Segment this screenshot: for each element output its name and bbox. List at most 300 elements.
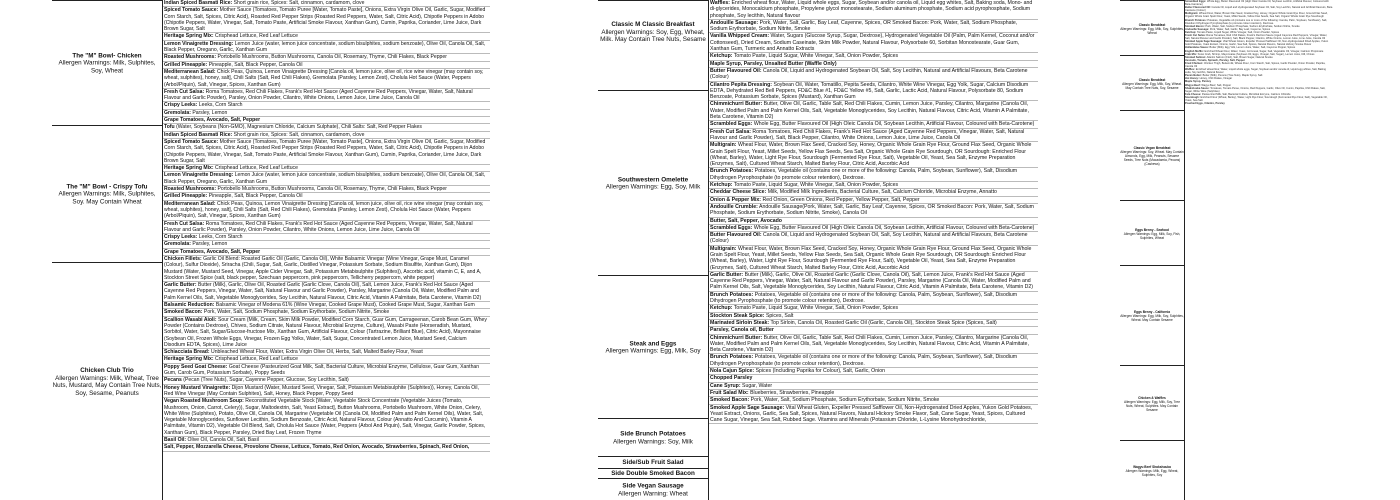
ingredient-text: Unbleached Wheat Flour, Water, Extra Virgin Olive Oil, Herbs, Salt, Malted Barley Flour, Yeast: [211, 349, 423, 356]
ingredient-text: Snow Crab, Shrimp, Mayonnaise (Soybean Oil, Eggs, Vinegar, Salt, Sugar), Lemon Juice, Dill, Chives: [1197, 52, 1315, 56]
ingredient-line: [708, 168, 1038, 182]
ingredient-label: Brunch Potatoes:: [1185, 18, 1207, 22]
ingredient-text: Canola Oil, Liquid and Hydrogenated Soybean Oil, Salt, Soy Lecithin, Natural and Artificial Flavours, Beta Carotene (Colour): [710, 232, 1028, 245]
ingredient-label: Smoked Apple Sage Sausage:: [1185, 40, 1223, 44]
ingredient-text: Enriched wheat flour, Water, Liquid whole eggs, Sugar, Soybean and/or canola oil, Liquid egg whites, Salt, Baking soda, Mono- and di-glycerides, Monocalcium phosphate, Propylene glycol monostearate, Sodium aluminum phosphate, Sodium acid pyrophosphate, Sodium phosphate, Soy lecithin, Natural flavour: [710, 0, 1033, 19]
ingredient-text: Tomato Paste, Liquid Sugar, White Vinegar, Salt, Onion Powder, Spices: [733, 305, 899, 312]
ingredient-text: Enriched wheat flour, Water, Liquid whole eggs, Sugar, Soybean and/or canola oil, Liquid egg whites, Salt, Baking soda, Soy lecithin, Natural flavour: [1185, 68, 1326, 75]
ingredient-line: [708, 101, 1038, 121]
ingredient-line: [162, 172, 490, 186]
ingredient-line: [708, 61, 1038, 68]
ingredient-label: Smoked Bacon:: [710, 397, 750, 404]
ingredient-label: Fresh Cut Salsa:: [164, 88, 205, 95]
ingredient-text: Potatoes, Vegetable oil (contains one or more of the following: Canola, Palm, Soybean, Sunflower), Salt, Disodium Dihydrogen Pyrophosphate (to promote colour retention), Dextrose.: [710, 354, 1018, 367]
ingredient-label: Cilantro Pepita Dressing:: [710, 81, 772, 88]
ingredient-label: Cane Syrup:: [710, 382, 741, 389]
right-item-names: [1120, 0, 1184, 500]
ingredient-line: [708, 292, 1038, 306]
ingredient-text: Milk, Modified Milk Ingredients, Bacterial Culture, Salt, Calcium Chloride, Microbial Enzyme, Annatto: [767, 189, 997, 196]
ingredient-label: Stockton Steak Spice:: [710, 312, 765, 319]
ingredient-text: Dijon Mustard (Water, Mustard Seed, Vinegar, Salt, Potassium Metabisulphite (Sulphites)), Honey, Canola Oil, Red Wine Vinegar (May Contain Sulphites), Salt, Honey, Black Pepper, Poppy Seed: [164, 384, 479, 397]
ingredient-line: [162, 62, 490, 69]
ingredient-label: Avocado, Tomato, Spinach, Parsley, Salt, Pepper: [1185, 58, 1245, 62]
ingredient-line: [162, 110, 490, 117]
ingredient-line: [708, 129, 1038, 143]
ingredient-text: Roma Tomatoes, Red Chili Flakes, Frank's Red Hot Sauce (Aged Cayenne Red Peppers, Vinegar, Water, Salt, Natural Flavour and Garlic Powder), Parsley, Onion Powder, Cilantro, White Onions, Lemon Juice, Lime Juice, Canola Oil: [164, 220, 473, 233]
ingredient-text: (Water, Soybeans (Non-GMO), Magnesium Chloride, Calcium Sulphate), Chili Salts: Salt, Red Pepper Flakes: [176, 124, 422, 131]
ingredient-text: Mother Sauce (Tomatoes, Tomato Puree [Water, Tomato Paste], Onions, Extra Virgin Olive Oil, Garlic, Sugar, Modified Corn Starch, Salt, Spices, Citric Acid), Roasted Red Pepper Strips (Roasted Red Peppers, Water, Salt, Citric Acid), Chipotle Peppers in Adobo (Chipotle Peppers, Water, Vinegar, Salt, Tomato Paste, Artificial Smoke Flavour, Xanthan Gum), Cumin, Paprika, Coriander, Lime Juice, Dark Brown Sugar, Salt: [164, 138, 486, 164]
ingredient-label: Ketchup:: [1185, 30, 1197, 34]
ingredient-line: [162, 377, 490, 384]
ingredient-line: [162, 385, 490, 399]
allergen-warning: Allergen Warnings: Milk, Sulphites, Soy, Wheat: [58, 59, 156, 75]
ingredient-line: [708, 405, 1038, 425]
menu-item-name: [598, 482, 708, 497]
ingredient-label: Grape Tomatoes, Avocado, Salt, Pepper: [164, 248, 261, 255]
ingredient-label: Lemon Vinaigrette Dressing:: [164, 172, 234, 179]
ingredient-line: [708, 272, 1038, 292]
left-item-names: [52, 0, 162, 500]
item-title: Classic M Classic Breakfast: [611, 21, 695, 28]
item-block: [1120, 440, 1184, 500]
ingredient-text: Whole Egg, Butter Flavoured Oil (High Oleic Canola Oil, Soybean Lecithin, Artificial Flavour, Coloured with Beta-Carotene): [753, 224, 1035, 231]
column-divider: [162, 0, 163, 500]
menu-item-name: [52, 183, 162, 206]
ingredient-label: Fried Chicken:: [1185, 61, 1204, 65]
ingredient-label: Roasted Mushrooms:: [164, 186, 217, 193]
ingredient-label: Balsamic Reduction:: [164, 302, 215, 309]
allergen-warning: Allergen Warnings: Milk, Wheat, Tree Nuts, Mustard, May Contain Tree Nuts, Soy, Sesame, Peanuts: [52, 374, 162, 397]
item-title: Chicken & Waffles: [1138, 395, 1166, 400]
ingredient-text: Butter (Milk), Garlic, Olive Oil, Roasted Garlic (Garlic Clove, Canola Oil), Salt, Lemon Juice, Frank's Red Hot Sauce (Aged Cayenne Red Peppers, Vinegar, Water, Salt, Natural Flavour and Garlic Powder), Parsley, Margarine (Canola Oil, Water, Modified Palm and Palm Kernel Oils, Salt, Vegetable Monoglycerides, Soy Lecithin, Natural Flavour, Citric Acid, Vitamin A Palmitate, Beta Carotene, Vitamin D2): [710, 271, 1034, 291]
ingredient-text: Butter (Milk), Egg Yolk, Lemon Juice, Water, Salt, Cayenne Pepper, Spices: [1209, 46, 1296, 50]
ingredient-text: Tomato Paste, Liquid Sugar, White Vinegar, Salt, Onion Powder, Spices: [1196, 30, 1280, 34]
ingredient-text: Mother Sauce (Tomatoes, Tomato Puree [Water, Tomato Paste], Onions, Extra Virgin Olive Oil, Garlic, Sugar, Modified Corn Starch, Salt, Spices, Citric Acid), Roasted Red Pepper Strips (Roasted Red Peppers, Water, Salt, Citric Acid), Chipotle Peppers in Adobo (Chipotle Peppers, Water, Vinegar, Salt, Tomato Paste, Artificial Smoke Flavour, Xanthan Gum), Cumin, Paprika, Coriander, Lime Juice, Dark Brown Sugar, Salt: [164, 7, 486, 33]
item-block: [1120, 265, 1184, 366]
allergen-warning: Allergen Warnings: Egg, Milk, Soy, Tree Nuts, Wheat, Sulphites. May Contain Sesame: [1124, 399, 1180, 412]
ingredient-label: Scrambled Eggs:: [710, 224, 753, 231]
menu-item-name: [1120, 146, 1184, 166]
ingredient-label: Brunch Potatoes:: [710, 291, 754, 298]
ingredient-line: [708, 218, 1038, 225]
item-block: [52, 262, 162, 500]
item-title: Classic Breakfast: [1138, 77, 1166, 82]
ingredient-text: Pork, Water, Salt, Sodium Phosphate, Sodium Erythorbate, Sodium Nitrite, Smoke: [203, 309, 390, 316]
ingredient-line: [162, 102, 490, 109]
item-block: [598, 478, 708, 500]
ingredient-text: Pineapple, Salt, Black Pepper, Canola Oil: [208, 193, 303, 200]
ingredient-line: [162, 54, 490, 61]
ingredient-label: Andouille Sausage:: [1185, 27, 1210, 31]
ingredient-line: [708, 142, 1038, 168]
ingredient-text: Canola Oil, Liquid and Hydrogenated Soybean Oil, Salt, Soy Lecithin, Natural and Artificial Flavours, Beta Carotene (Colour): [710, 67, 1028, 81]
item-title: Eggs Benny - Seafood: [1135, 227, 1169, 232]
ingredient-label: Crispy Leeks:: [164, 102, 198, 109]
ingredient-line: [708, 33, 1038, 53]
ingredient-line: [708, 121, 1038, 128]
ingredient-text: Crisphead Lettuce, Red Leaf Lettuce: [214, 356, 298, 363]
menu-item-name: [1120, 310, 1184, 322]
item-block: [598, 275, 708, 419]
ingredient-label: Brunch Potatoes:: [710, 354, 754, 361]
ingredient-label: Roasted Mushrooms:: [164, 54, 217, 61]
ingredient-label: Cheddar Cheese Slice:: [710, 189, 767, 196]
ingredient-line: [708, 0, 1038, 20]
item-block: [52, 125, 162, 263]
ingredient-line: [162, 89, 490, 103]
ingredient-label: Grilled Pineapple:: [164, 61, 208, 68]
ingredient-line: [162, 302, 490, 309]
item-block: [1120, 110, 1184, 201]
ingredient-line: [708, 246, 1038, 272]
ingredient-label: Multigrain:: [1185, 12, 1199, 16]
ingredient-text: Crisphead Lettuce, Red Leaf Lettuce: [214, 33, 298, 40]
ingredient-line: [162, 7, 490, 33]
ingredient-line: [162, 256, 490, 282]
ingredient-label: Tofu: [164, 124, 175, 131]
ingredient-line: [162, 165, 490, 172]
item-title: The "M" Bowl- Chicken: [72, 52, 142, 60]
ingredient-label: Garlic Butter:: [164, 282, 197, 289]
ingredient-line: [708, 368, 1038, 375]
ingredient-line: [708, 68, 1038, 82]
ingredient-label: Ketchup:: [710, 53, 733, 60]
allergen-warning: Allergen Warnings: Egg, Milk, Soy, Wheat. May Contain Tree Nuts, Soy, Sesame: [1122, 81, 1182, 90]
ingredient-line: [708, 383, 1038, 390]
ingredient-text: Potatoes, Vegetable oil (contains one or more of the following: Canola, Palm, Soybean, Sunflower), Salt, Disodium Dihydrogen Pyrophosphate (to promote colour retention), Dextrose.: [710, 291, 1018, 305]
ingredient-line: [708, 397, 1038, 404]
ingredient-text: Lemon Juice (water, lemon juice concentrate, sodium bisulphites, sodium benzoate), Olive Oil, Canola Oil, Salt, Black Pepper, Oregano, Garlic, Xanthan Gum: [164, 172, 486, 185]
ingredient-text: Butter, Olive Oil, Garlic, Table Salt, Red Chili Flakes, Cumin, Lemon Juice, Parsley, Cilantro, Margarine (Canola Oil, Water, Modified Palm and Palm Kernel Oils, Salt, Vegetable Monoglycerides, Soy Lecithin, Natural Flavour, Citric Acid, Vitamin A Palmitate, Beta Carotene, Vitamin D2): [710, 101, 1029, 121]
ingredient-label: Andouille Sausage:: [710, 19, 759, 26]
ingredient-line: [708, 354, 1038, 368]
item-block: [598, 90, 708, 276]
allergen-warning: Allergen Warnings: Egg, Milk, Soy: [605, 347, 701, 355]
ingredient-label: Spiced Tomato Sauce:: [164, 7, 219, 14]
ingredient-label: Poppy Seed Goat Cheese:: [164, 363, 228, 370]
ingredient-text: (Pecan (Tree Nuts), Sugar, Cayenne Pepper, Glucose, Soy Lecithin, Salt): [183, 377, 349, 384]
ingredient-label: Butter, Salt, Pepper, Avocado: [710, 217, 782, 224]
allergen-warning: Allergen Warnings: Soy, Egg, Wheat, Milk. May Contain Tree Nuts, Sesame: [600, 28, 706, 44]
right-ingredient-list: [1184, 0, 1334, 500]
ingredient-text: Wagyu Beef, Salt, Pepper: [1201, 83, 1232, 87]
ingredient-label: Crispy Leeks:: [164, 234, 198, 241]
ingredient-text: Tomato Paste, Liquid Sugar, White Vinegar, Salt, Onion Powder, Spices: [733, 182, 899, 189]
item-block: [598, 0, 708, 91]
ingredient-text: Portobello Mushrooms, Button Mushrooms, Canola Oil, Rosemary, Thyme, Chili Flakes, Black Pepper: [217, 54, 447, 61]
item-title: Side Double Smoked Bacon: [611, 470, 695, 478]
item-title: Classic Vegan Breakfast: [1133, 146, 1171, 150]
item-block: [1120, 200, 1184, 266]
ingredient-label: Smoked Salmon:: [1185, 55, 1207, 59]
item-title: Wagyu Beef Shakshouka: [1133, 465, 1171, 469]
menu-item-name: [52, 367, 162, 397]
ingredient-label: Ketchup:: [710, 305, 733, 312]
ingredient-line: [708, 313, 1038, 320]
ingredient-text: Short grain rice, Spices: Salt, cinnamon, cardamom, clove: [233, 131, 365, 138]
item-title: The "M" Bowl - Crispy Tofu: [66, 183, 148, 191]
ingredient-line: [162, 0, 490, 7]
ingredient-text: Potatoes, Vegetable oil (contains one or more of the following: Canola, Palm, Soybean, Sunflower), Salt, Disodium Dihydrogen Pyrophosphate (to promote colour retention), Dextrose.: [710, 168, 1018, 181]
ingredient-label: Smoked Bacon:: [164, 309, 203, 316]
ingredient-line: [708, 375, 1038, 382]
ingredient-text: Pork, Water, Salt, Sodium Phosphate, Sodium Erythorbate, Sodium Nitrite, Smoke: [750, 397, 940, 404]
item-title: Classic Breakfast: [1138, 22, 1166, 27]
ingredient-text: Whole Egg, Butter Flavoured Oil (High Oleic Canola Oil, Soybean Lecithin, Artificial Flavour, Coloured with Beta-Carotene): [1185, 0, 1329, 7]
item-title: Southwestern Omelette: [617, 175, 689, 183]
ingredient-label: Scrambled Eggs:: [710, 121, 753, 128]
ingredient-text: Vital Wheat Gluten, Expeller Pressed Safflower Oil, Non-Hydrogenated Dried Apples, Yukon Gold Potatoes, Yeast Extract, Onions, Garlic, Sea Salt, Spices, Natural Flavors, Natural Hickory Smoke Flavor, Salt, Cane Sugar, Yeast, Spices, Cultured Cane Sugar, Vinegar, Sea Salt, Rubbed Sage. Vitamins and Minerals (Potassium Chloride, L-Lysine Monohydrochloride,: [710, 404, 1033, 424]
ingredient-text: Canola Oil, Liquid and Hydrogenated Soybean Oil, Salt, Soy Lecithin, Natural and Artificial Flavours, Beta Carotene (Colour): [1185, 6, 1333, 13]
ingredient-text: Crisphead Lettuce, Red Leaf Lettuce: [214, 165, 298, 172]
ingredient-line: [162, 193, 490, 200]
ingredient-text: Pork, Water, Salt, Sodium Phosphate, Sodium Erythorbate, Sodium Nitrite, Smoke: [1205, 24, 1300, 28]
allergen-warning: Allergen Warnings: Egg, Milk, Soy, Fish, Sulphites, Wheat: [1123, 231, 1181, 240]
ingredient-label: Waffles:: [710, 0, 730, 6]
ingredient-text: Spices (Including Paprika for Colour), Salt, Garlic, Onion: [755, 368, 886, 375]
ingredient-line: [162, 201, 490, 221]
ingredient-line: [708, 335, 1038, 355]
ingredient-text: Soybean Oil, Water, Tomatillo, Pepita Seeds, Cilantro, White Wine Vinegar, Egg Yolk, Sugar, Calcium Disodium EDTA, Dehydrated Red Bell Peppers, FD&C Blue #1, FD&C Yellow #5, Salt, Garlic, Lactic Acid, Natural Flavour, Polysorbate 80, Sodium Benzoate, Potassium Sorbate, Spices (Mustard), Xanthan Gum: [710, 81, 1029, 101]
ingredient-line: [708, 204, 1038, 218]
column-divider: [708, 0, 709, 500]
ingredient-text: Roma Tomatoes, Red Chili Flakes, Frank's Red Hot Sauce (Aged Cayenne Red Peppers, Vinegar, Water, Salt, Natural Flavour and Garlic Powder), Parsley, Onion Powder, Cilantro, White Onions, Lemon Juice, Lime Juice, Canola Oil: [164, 88, 473, 102]
ingredient-text: Tomato Paste, Liquid Sugar, White Vinegar, Salt, Onion Powder, Spices: [733, 53, 899, 60]
ingredient-text: Pasteurized Milk, Salt, Bacterial Culture, Microbial Enzyme, Calcium Chloride: [1201, 92, 1291, 96]
ingredient-line: [162, 124, 490, 131]
ingredient-text: Butter (Milk), Garlic, Olive Oil, Roasted Garlic (Garlic Clove, Canola Oil), Salt, Lemon Juice, Frank's Red Hot Sauce (Aged Cayenne Red Peppers, Vinegar, Water, Salt, Natural Flavour and Garlic Powder), Parsley, Margarine (Canola Oil, Water, Modified Palm and Palm Kernel Oils, Salt, Vegetable Monoglycerides, Soy Lecithin, Natural Flavour, Citric Acid, Vitamin A Palmitate, Beta Carotene, Vitamin D2): [164, 282, 482, 301]
ingredient-text: Vital Wheat Gluten, Expeller Pressed Safflower Oil, Non-Hydrogenated Dried Apples, Yukon Gold Potatoes, Yeast Extract, Onions, Garlic, Sea Salt, Spices, Natural Flavors, Natural Hickory Smoke Flavor: [1185, 40, 1329, 47]
ingredient-label: Fruit Salad Mix:: [710, 389, 749, 396]
ingredient-label: Schiacciata Bread:: [164, 349, 210, 356]
ingredient-label: Fresh Cut Salsa:: [710, 128, 751, 135]
ingredient-label: Indian Spiced Basmati Rice:: [164, 131, 233, 138]
ingredient-line: [708, 225, 1038, 232]
ingredient-text: Leeks, Corn Starch: [198, 102, 243, 109]
ingredient-line: [162, 444, 490, 451]
allergen-warning: Allergen Warnings: Egg, Milk, Soy, Sulphites, Wheat: [1120, 26, 1184, 35]
ingredient-label: Feta Cheese:: [1185, 92, 1202, 96]
middle-ingredient-list: [708, 0, 1038, 500]
ingredient-line: [708, 320, 1038, 327]
ingredient-text: Whole Egg, Butter Flavoured Oil (High Oleic Canola Oil, Soybean Lecithin, Artificial Flavour, Coloured with Beta-Carotene): [753, 121, 1035, 128]
ingredient-label: Onion & Pepper Mix:: [710, 196, 762, 203]
allergen-warning: Allergen Warnings: Milk, Egg, Wheat, Sulphites, Soy: [1125, 469, 1179, 477]
ingredient-line: [162, 139, 490, 165]
ingredient-label: Crab Mix:: [1185, 52, 1197, 56]
ingredient-label: Grilled Pineapple:: [164, 193, 208, 200]
item-block: [1120, 55, 1184, 111]
ingredient-text: Butter (Milk), Pecans (Tree Nuts), Maple Syrup, Salt: [1202, 74, 1263, 78]
menu-item-name: [598, 430, 708, 445]
ingredient-label: Butter Flavoured Oil:: [1185, 6, 1211, 10]
ingredient-text: Wheat Flour, Water, Brown Flax Seed, Cracked Soy, Honey, Organic Whole Grain Rye Flour, Ground Flax Seed, Organic Whole Grain Spelt Flour, Yeast, Millet Seeds, Yellow Flax Seeds, Sea Salt, Organic Whole Grain Rye Sourdough, OR Sourdough: Enriched Flour (Wheat, Barley), Water, Light Rye Flour, Sourdough (Fermented Rye Flour, Salt), Vegetable Oil, Yeast, Sea Salt, Enzyme Preparation (Enzymes, Salt), Cultured Wheat Starch, Malted Barley Flour, Citric Acid, Ascorbic Acid: [710, 245, 1032, 271]
ingredient-line: [708, 232, 1038, 246]
ingredient-line: [708, 82, 1038, 102]
ingredient-text: Balsamic Vinegar of Modena 61% (Wine Vinegar, Cooked Grape Must), Cooked Grape Must, Sugar, Xanthan Gum: [215, 302, 475, 309]
item-block: [52, 0, 162, 126]
ingredient-label: Butter Flavoured Oil:: [710, 232, 762, 239]
ingredient-line: [162, 282, 490, 302]
menu-item-name: [598, 340, 708, 355]
ingredient-line: [708, 20, 1038, 34]
ingredient-text: Roma Tomatoes, Red Chili Flakes, Frank's Red Hot Sauce (Aged Cayenne Red Peppers, Vinegar, Water, Salt, Natural Flavour and Garlic Powder), Salt, Black Pepper, Cilantro, White Onions, Lemon Juice, Lime Juice, Canola Oil: [710, 128, 1025, 141]
ingredient-text: Wheat Flour, Water, Brown Flax Seed, Cracked Soy, Honey, Organic Whole Grain Rye Flour, Ground Flax Seed, Organic Whole Grain Spelt Flour, Yeast, Millet Seeds, Yellow Flax Seeds, Sea Salt, Organic Whole Grain Rye Sourdough, OR Sourdough: Enriched Flour (Wheat, Barley), Water, Light Rye Flour, Sourdough (Fermented Rye Flour, Salt), Vegetable Oil, Yeast, Sea Salt, Enzyme Preparation (Enzymes, Salt), Cultured Wheat Starch, Malted Barley Flour, Citric Acid, Ascorbic Acid: [710, 142, 1032, 168]
ingredient-text: Reconstituted Vegetable Stock [Water, Vegetable Stock Concentrate (Vegetable Juices (Tomato, Mushroom, Onion, Carrot, Celery)), Sugar, Maltodextrin, Salt, Yeast Extract], Button Mushrooms, Portobello Mushroom, White Onion, Celery, White Wine (Sulphites), Potato, Olive Oil, Canola Oil, Margarine (Vegetable Oil (Canola Oil, Modified Palm and Palm Kernel Oils), Water, Salt, Vegetable Monoglycerides, Sunflower Lecithin, Sodium Benzoate, Citric Acid, Natural Flavour, Colour (Annatto And Curcumin), Vitamin A Palmitate, Vitamin D2), Vegetable Oil Blend, Salt, Cholula Hot Sauce (Water, Peppers (Arbol And Piquin), Salt, Vinegar, Garlic Powder, Spices, Xanthan Gum), Black Pepper, Parsley, Dried Bay Leaf, Frozen Thyme: [164, 398, 486, 436]
ingredient-line: [162, 349, 490, 356]
ingredient-text: Top Sirloin, Canola Oil, Roasted Garlic Oil (Garlic, Canola Oil), Stockton Steak Spice (Spices, Salt): [770, 319, 997, 326]
ingredient-label: Mediterranean Salad:: [164, 68, 216, 75]
ingredient-label: Nola Cajun Spice:: [710, 368, 755, 375]
menu-item-name: [1120, 78, 1184, 90]
ingredient-label: Multigrain:: [710, 245, 737, 252]
item-title: Chicken Club Trio: [80, 366, 134, 374]
menu-item-name: [1120, 396, 1184, 412]
middle-item-names: [598, 0, 708, 500]
menu-item-name: [598, 470, 708, 478]
ingredient-label: Spiced Tomato Sauce:: [164, 138, 219, 145]
ingredient-line: [162, 364, 490, 378]
ingredient-label: Multigrain:: [710, 142, 737, 149]
ingredient-label: Heritage Spring Mix:: [164, 165, 214, 172]
ingredient-text: Roma Tomatoes, Red Chili Flakes, Frank's Red Hot Sauce (Aged Cayenne Red Peppers, Vinegar, Water, Salt, Natural Flavour and Garlic Powder), Salt, Black Pepper, Cilantro, White Onions, Lemon Juice, Lime Juice, Canola Oil: [1185, 34, 1328, 41]
ingredient-label: Mediterranean Salad:: [164, 200, 216, 207]
ingredient-label: Marinated Sirloin Steak:: [710, 319, 770, 326]
ingredient-label: Heritage Spring Mix:: [164, 33, 214, 40]
ingredient-label: Fresh Cut Salsa:: [1185, 34, 1206, 38]
ingredient-label: Parsley, Canola oil, Butter: [710, 327, 774, 334]
ingredient-text: Lemon Juice (water, lemon juice concentrate, sodium bisulphites, sodium benzoate), Olive Oil, Canola Oil, Salt, Black Pepper, Oregano, Garlic, Xanthan Gum: [164, 40, 486, 54]
ingredient-label: Lemon Vinaigrette Dressing:: [164, 40, 234, 47]
item-title: Side Vegan Sausage: [622, 482, 684, 490]
ingredient-text: Sour Cream (Milk, Cream, Skim Milk Powder, Modified Corn Starch, Guar Gum, Carrageenan, Carob Bean Gum, Whey Powder (Contains Dextrose), Chives, Sodium Citrate, Natural Flavour, Microbial Enzyme, Culture), Wasabi Paste (Horseradish, Mustard, Sorbitol, Water, Salt, Sugar/Glucose-fructose Mix, Xanthan Gum, Artificial Flavour, Colour (Tartrazine, Brilliant Blue), Citric Acid), Mayonnaise (Soybean Oil, Frozen Whole Eggs, Vinegar, Frozen Egg Yolks, Water, Salt, Sugar, Concentrated Lemon Juice, Mustard Seed, Calcium Disodium EDTA, Spices), Lime Juice: [164, 316, 487, 348]
ingredient-line: [162, 398, 490, 437]
ingredient-label: Smoked Bacon:: [1185, 24, 1205, 28]
item-title: Eggs Benny - California: [1134, 310, 1170, 314]
ingredient-label: Smoked Apple Sage Sausage:: [710, 404, 785, 411]
ingredient-text: Pineapple, Salt, Black Pepper, Canola Oil: [208, 61, 303, 68]
ingredient-text: Atlantic Salmon (Fish), Salt, Brown Sugar, Natural Smoke: [1206, 55, 1273, 59]
item-block: [1120, 365, 1184, 441]
ingredient-line: [162, 234, 490, 241]
ingredient-line: [708, 53, 1038, 60]
ingredient-label: Indian Spiced Basmati Rice:: [164, 0, 233, 6]
ingredient-text: Andouille Sausage(Pork, Water, Salt, Garlic, Bay Leaf, Cayenne, Spices, OR Smoked Bacon: Pork, Water, Salt, Sodium Phosphate, Sodium Erythorbate, Sodium Nitrite, Smoke), Canola Oil: [710, 203, 1034, 217]
ingredient-line: [162, 221, 490, 235]
ingredient-text: Pork, Water, Salt, Garlic, Bay Leaf, Cayenne, Spices, OR Smoked Bacon: Pork, Water, Salt, Sodium Phosphate, Sodium Erythorbate, Sodium Nitrite, Smoke: [710, 19, 1018, 33]
ingredient-label: Chimmichurri Butter:: [710, 101, 763, 108]
ingredient-label: Scallion Wasabi Aioli:: [164, 316, 217, 323]
ingredient-line: [162, 241, 490, 248]
ingredient-line: [708, 189, 1038, 196]
ingredient-text: Red Onion, Green Onions, Red Pepper, Yellow Pepper, Salt, Pepper: [762, 196, 920, 203]
ingredient-label: Gremolata:: [164, 109, 191, 116]
ingredient-label: Scrambled Eggs:: [1185, 0, 1207, 3]
ingredient-label: Maple Syrup, Parsley, Unsalted Butter (Waffle Only): [710, 60, 837, 67]
ingredient-line: [162, 309, 490, 316]
ingredient-label: Ketchup:: [710, 182, 733, 189]
ingredient-line: [708, 197, 1038, 204]
allergen-warning: Allergen Warnings: Egg, Soy, Milk: [605, 183, 701, 191]
item-title: Steak and Eggs: [629, 339, 677, 347]
ingredient-label: Wagyu Beef:: [1185, 83, 1201, 87]
ingredient-line: [162, 33, 490, 40]
ingredient-line: [162, 69, 490, 89]
ingredient-label: Shakshouka Sauce:: [1185, 86, 1210, 90]
ingredient-text: Spices, Salt: [765, 312, 794, 319]
ingredient-label: Vegan Roasted Mushroom Soup:: [164, 398, 244, 405]
ingredient-label: Poached Eggs, Cilantro, Parsley: [1185, 102, 1225, 106]
ingredient-label: Heritage Spring Mix:: [164, 356, 214, 363]
ingredient-text: Chick Peas, Quinoa, Lemon Vinaigrette Dressing [Canola oil, lemon juice, olive oil, rice wine vinegar (may contain soy, wheat, sulphites), honey, salt], Chili Salts (Salt, Red Chili Flakes), Gremolata (Parsley, Lemon Zest), Cholula Hot Sauce (Water, Peppers (Arbol/Piquin), Salt, Vinegar, Spices, Xanthan Gum): [164, 68, 484, 88]
menu-item-name: [1120, 228, 1184, 240]
ingredient-text: Tomatoes, Tomato Puree, Onions, Red Peppers, Garlic, Olive Oil, Cumin, Paprika, Chili Flakes, Salt, Sugar, White Wine (Sulphites): [1185, 86, 1326, 93]
menu-item-name: [52, 52, 162, 75]
ingredient-text: Garlic Oil Blend: Roasted Garlic Oil (Garlic, Canola Oil), White Balsamic Vinegar (Wine Vinegar, Grape Must, Caramel (Colour), Sulfur Dioxide), Sriracha (Chili, Sugar, Salt, Garlic, Distilled Vinegar, Potassium Sorbate, Sodium Bisulfite, Xanthan Gum), Dijon Mustard (Water, Mustard Seed, Vinegar, Apple Cider Vinegar, Salt, Potassium Metabisulphite (Sulphites)), Ascorbic acid, vitamin C, E, and A, Stockton Street Spice (salt, black pepper, Szechuan peppercorn, pink peppercorn, Tellicherry peppercorn, white pepper): [164, 255, 482, 281]
ingredient-line: [162, 132, 490, 139]
ingredient-text: Parsley, Lemon: [192, 109, 228, 116]
ingredient-line: [708, 305, 1038, 312]
ingredient-label: Basil Oil:: [164, 437, 187, 443]
menu-item-name: [1120, 23, 1184, 35]
ingredient-text: Short grain rice, Spices: Salt, cinnamon, cardamom, clove: [233, 0, 365, 6]
menu-item-name: [598, 459, 708, 467]
ingredient-label: Waffles:: [1185, 68, 1195, 72]
ingredient-label: Vanilla Whipped Cream:: [710, 33, 770, 40]
ingredient-line: [708, 390, 1038, 397]
ingredient-line: [162, 249, 490, 256]
allergen-warning: Allergen Warnings: Soy, Wheat. May Contain Almonds, Egg, Milk, Peanuts, Sesame Seeds, Tree Nuts (Macadamia, Pecans) (Cashews): [1120, 150, 1184, 166]
column-divider: [1184, 0, 1185, 500]
ingredient-label: Salt, Pepper, Mozzarella Cheese, Provolone Cheese, Lettuce, Tomato, Red Onion, Avocado, Strawberries, Spinach, Red Onion,: [164, 444, 470, 451]
ingredient-text: Chick Peas, Quinoa, Lemon Vinaigrette Dressing [Canola oil, lemon juice, olive oil, rice wine vinegar (may contain soy, wheat, sulphites), honey, salt], Chili Salts (Salt, Red Chili Flakes), Gremolata (Parsley, Lemon Zest), Cholula Hot Sauce (Water, Peppers (Arbol/Piquin), Salt, Vinegar, Spices, Xanthan Gum): [164, 200, 484, 220]
ingredient-label: Pecans: [164, 377, 182, 384]
ingredient-line: [708, 327, 1038, 334]
ingredient-text: Honey, Chili Flakes, Vinegar: [1199, 77, 1233, 81]
ingredient-label: Honey Mustard Vinaigrette:: [164, 384, 231, 391]
menu-item-name: [598, 21, 708, 44]
item-block: [1120, 0, 1184, 56]
ingredient-label: Hot Honey:: [1185, 77, 1199, 81]
ingredient-text: Portobello Mushrooms, Button Mushrooms, Canola Oil, Rosemary, Thyme, Chili Flakes, Black Pepper: [217, 186, 447, 193]
ingredient-text: Enriched Flour (Wheat, Barley), Water, Light Rye Flour, Sourdough (Fermented Rye Flour, Salt), Vegetable Oil, Yeast, Sea Salt: [1185, 95, 1328, 102]
item-title: Side Brunch Potatoes: [620, 430, 686, 438]
allergen-warning: Allergen Warnings: Egg, Milk, Soy, Sulphites, Wheat. May Contain Sesame: [1120, 314, 1184, 322]
left-ingredient-list: [162, 0, 490, 500]
ingredient-label: English Muffin:: [1185, 49, 1204, 53]
ingredient-line: [162, 356, 490, 363]
ingredient-text: Blueberries, Strawberries, Pineapple: [750, 389, 835, 396]
ingredient-text: Water, Sugars (Glucose Syrup, Sugar, Dextrose), Hydrogenated Vegetable Oil (Palm, Palm Kernel, Coconut and/or Cottonseed), Dried Cream, Sodium Caseinate, Skim Milk Powder, Natural Flavour, Polysorbate 60, Sorbitan Monostearate, Guar Gum, Xanthan Gum, Turmeric and Annatto Extracts: [710, 33, 1035, 53]
item-title: Side/Sub Fruit Salad: [622, 459, 684, 467]
item-block: [598, 418, 708, 457]
ingredient-text: Sugar, Water: [742, 382, 773, 389]
ingredient-label: Brunch Potatoes:: [710, 168, 754, 175]
allergen-warning: Allergen Warnings: Milk, Sulphites, Soy. May Contain Wheat: [58, 190, 156, 206]
ingredient-text: Wheat Flour, Water, Brown Flax Seed, Cracked Soy, Honey, Organic Whole Grain Rye Flour, Ground Flax Seed, Organic Whole Grain Spelt Flour, Yeast, Millet Seeds, Yellow Flax Seeds, Sea Salt, Organic Whole Grain Rye Sourdough: [1185, 12, 1328, 19]
ingredient-label: Chimmichurri Butter:: [710, 334, 763, 341]
ingredient-text: Chicken Thigh, Buttermilk, Wheat Flour, Corn Starch, Salt, Spices, Garlic Powder, Onion Powder, Paprika, Canola Oil: [1185, 61, 1326, 68]
ingredient-label: Chopped Parsley: [710, 375, 753, 382]
ingredient-text: Pork, Water, Salt, Garlic, Bay Leaf, Cayenne, Spices: [1209, 27, 1271, 31]
ingredient-line: [1184, 102, 1334, 105]
ingredient-label: Andouille Crumble:: [710, 203, 758, 210]
ingredient-text: Potatoes, Vegetable oil (contains one or more of the following: Canola, Palm, Soybean, Sunflower), Salt, Disodium Dihydrogen Pyrophosphate (to promote colour retention), Dextrose.: [1185, 18, 1328, 25]
ingredient-label: Butter Flavoured Oil:: [710, 67, 762, 74]
allergen-warning: Allergen Warning: Wheat: [618, 490, 688, 497]
ingredient-label: Gremolata:: [164, 241, 191, 248]
ingredient-label: Fresh Cut Salsa:: [164, 220, 205, 227]
